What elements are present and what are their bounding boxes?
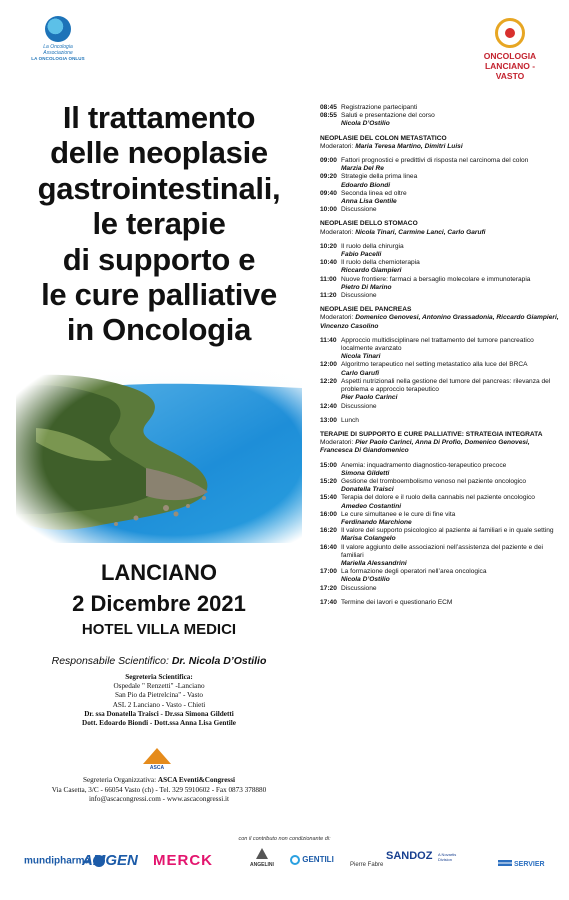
program-item [320,478,560,494]
program-item-text: Approccio multidisciplinare nel trattamento del tumore pancreatico localmente avanzato [341,336,534,353]
segr-line: San Pio da Pietrelcina" - Vasto [114,691,204,700]
association-logo-name: LA ONCOLOGIA ONLUS [31,56,85,61]
program-item-body [341,243,560,259]
program-time: 16:40 [320,543,337,551]
program-item-body [341,104,560,112]
asca-logo-label: ASCA [149,765,165,771]
moderators-names: Pier Paolo Carinci, Anna Di Profio, Domenico Genovesi, Francesca Di Giandomenico [320,439,530,455]
oncology-logo-line1: ONCOLOGIA [483,51,537,61]
title-line: le cure palliative [41,277,277,313]
sponsor-sandoz-sub: A Novartis Division [438,852,457,862]
program-item [320,337,560,362]
coastline-photo [16,368,302,543]
title-line: in Oncologia [66,312,252,348]
sponsor-angelini: ANGELINI [244,848,280,868]
program-section-title: NEOPLASIE DEL COLON METASTATICO [320,134,447,142]
program-speaker: Donatella Traisci [341,486,394,494]
poster-title [0,100,318,348]
program-item-body [341,568,560,584]
program-item-text: Il ruolo della chirurgia [341,242,404,250]
program-item [320,527,560,543]
event-venue: HOTEL VILLA MEDICI [81,621,237,638]
program-item-body [341,585,560,593]
program-item [320,104,560,112]
title-line: le terapie [92,206,226,242]
moderators-label: Moderatori: [320,228,356,236]
program-item [320,511,560,527]
title-line: gastrointestinali, [37,170,281,206]
program-time: 08:45 [320,104,337,111]
program-time: 16:00 [320,510,337,518]
program-item-body [341,337,560,362]
program-item-body [341,494,560,510]
program-item-body [341,527,560,543]
program-item [320,157,560,173]
sponsor-pierre-fabre: Pierre Fabre [350,862,384,868]
program-item [320,190,560,206]
program-time: 11:40 [320,336,337,344]
program-item [320,568,560,584]
segr-heading: Segreteria Scientifica: [125,673,193,681]
program-time: 08:55 [320,112,337,120]
sponsor-sandoz: SANDOZ [386,850,433,862]
program-schedule [320,104,560,607]
resp-label: Responsabile Scientifico: [51,655,172,667]
program-speaker: Marzia Del Re [341,165,384,173]
program-time: 12:20 [320,377,337,385]
program-speaker: Amedeo Costantini [341,502,402,510]
program-item-body [341,511,560,527]
program-moderators [320,229,560,237]
program-item-text: Terapia del dolore e il ruolo della cannabis nel paziente oncologico [341,494,535,502]
asca-logo [138,748,176,771]
program-item-text: Lunch [341,416,359,424]
program-item [320,462,560,478]
program-item [320,417,560,425]
program-item-body [341,378,560,403]
program-item [320,599,560,607]
program-item-text: Anemia: inquadramento diagnostico-terapeutico precoce [341,461,507,469]
organizing-secretariat [0,776,318,805]
oncology-ring-icon [495,18,525,48]
asca-triangle-icon [143,748,171,764]
program-time: 12:00 [320,361,337,369]
program-item-text: Seconda linea ed oltre [341,189,407,197]
program-item [320,378,560,403]
program-time: 12:40 [320,402,337,410]
program-speaker: Carlo Garufi [341,369,380,377]
moderators-names: Maria Teresa Martino, Dimitri Luisi [355,142,463,150]
moderators-names: Domenico Genovesi, Antonino Grassadonia, Riccardo Giampieri, Vincenzo Casolino [320,314,559,330]
association-logo [30,16,86,61]
program-item-text: Fattori prognostici e predittivi di risposta nel carcinoma del colon [341,157,529,165]
program-item [320,403,560,411]
org-contact: info@ascacongressi.com - www.ascacongressi.it [88,795,230,804]
event-date: 2 Dicembre 2021 [72,591,246,616]
program-speaker: Edoardo Biondi [341,181,391,189]
program-item [320,292,560,300]
program-item-body [341,403,560,411]
program-item-body [341,276,560,292]
program-item-text: Discussione [341,292,377,300]
program-item-body [341,544,560,569]
program-speaker: Marisa Colangelo [341,535,396,543]
program-time: 17:00 [320,568,337,576]
association-logo-icon [45,16,71,42]
org-name: ASCA Eventi&Congressi [157,776,236,784]
program-time: 10:20 [320,242,337,250]
sponsor-servier: SERVIER [498,860,545,868]
program-item-text: Strategie della prima linea [341,173,418,181]
moderators-names: Nicola Tinari, Carmine Lanci, Carlo Garufi [355,228,486,236]
program-item-body [341,190,560,206]
association-logo-script: La Oncologia [43,44,73,50]
program-item [320,361,560,377]
scientific-secretariat [0,673,318,728]
program-item [320,243,560,259]
program-item-text: Le cure simultanee e le cure di fine vita [341,510,456,518]
title-line: Il trattamento [62,100,256,135]
program-speaker: Pietro Di Marino [341,283,392,291]
program-item-text: Termine dei lavori e questionario ECM [341,598,453,606]
program-moderators [320,314,560,330]
program-item-body [341,112,560,128]
program-item-text: Il ruolo della chemioterapia [341,259,420,267]
program-speaker: Pier Paolo Carinci [341,394,398,402]
program-item-text: Il valore aggiunto delle associazioni nell’assistenza del paziente e dei familiari [341,543,543,559]
program-item-text: Saluti e presentazione del corso [341,112,435,120]
program-item-text: La formazione degli operatori nell’area oncologica [341,568,487,576]
moderators-label: Moderatori: [320,314,356,322]
sponsor-mundipharma: mundipharma [24,855,105,867]
program-item-text: Discussione [341,402,377,410]
sponsor-caption: con il contributo non condizionante di: [238,836,331,842]
program-speaker: Ferdinando Marchione [341,518,412,526]
program-item-text: Gestione del tromboembolismo venoso nel paziente oncologico [341,477,527,485]
sponsor-merck: MERCK [153,852,213,869]
sponsor-amgen: AMGEN [82,852,138,869]
program-item-body [341,157,560,173]
scientific-responsible [0,655,318,667]
program-item [320,544,560,569]
program-time: 15:20 [320,477,337,485]
program-speaker: Nicola D’Ostilio [341,576,390,584]
program-speaker: Riccardo Giampieri [341,267,402,275]
program-time: 10:00 [320,206,337,214]
program-time: 10:40 [320,259,337,267]
program-speaker: Fabio Pacelli [341,251,382,259]
program-item-body [341,478,560,494]
moderators-label: Moderatori: [320,142,356,150]
program-moderators [320,439,560,455]
moderators-label: Moderatori: [320,439,356,447]
org-label: Segreteria Organizzativa: [82,776,158,784]
program-section-title: NEOPLASIE DEL PANCREAS [320,306,412,314]
program-time: 15:40 [320,494,337,502]
program-item-body [341,206,560,214]
org-address: Via Casetta, 3/C - 66054 Vasto (ch) - Tel. 329 5910602 - Fax 0873 378880 [51,785,267,794]
sponsor-bar [20,848,550,880]
sponsor-gentili: GENTILI [290,855,334,865]
segr-names: Dott. Edoardo Biondi - Dott.ssa Anna Lisa Gentile [82,719,236,728]
program-speaker: Anna Lisa Gentile [341,198,397,206]
oncology-logo-line2: LANCIANO - VASTO [484,61,536,81]
segr-names: Dr. ssa Donatella Traisci - Dr.ssa Simona Gildetti [84,709,234,718]
program-item-body [341,417,560,425]
program-time: 11:20 [320,292,337,300]
program-time: 09:20 [320,173,337,181]
event-city: LANCIANO [100,560,218,585]
program-time: 16:20 [320,527,337,535]
program-item-text: Discussione [341,584,377,592]
program-item-body [341,361,560,377]
program-item [320,206,560,214]
program-section-title: TERAPIE DI SUPPORTO E CURE PALLIATIVE: STRATEGIA INTEGRATA [320,430,543,438]
program-item-body [341,462,560,478]
program-speaker: Simona Gildetti [341,469,390,477]
program-time: 09:00 [320,157,337,165]
program-item-text: Il valore del supporto psicologico al paziente ai familiari e in quale setting [341,527,554,535]
program-item-text: Algoritmo terapeutico nel setting metastatico alla luce del BRCA [341,361,528,369]
title-line: di supporto e [62,241,256,277]
program-item-body [341,173,560,189]
program-item-body [341,599,560,607]
program-speaker: Nicola D’Ostilio [341,120,390,128]
program-item [320,494,560,510]
program-item-body [341,292,560,300]
program-item [320,276,560,292]
program-speaker: Mariella Alessandrini [341,559,407,567]
program-item-text: Discussione [341,206,377,214]
program-time: 11:00 [320,275,337,283]
angelini-triangle-icon [256,848,268,859]
resp-name: Dr. Nicola D’Ostilio [171,655,267,667]
program-time: 17:20 [320,584,337,592]
program-time: 15:00 [320,461,337,469]
program-time: 13:00 [320,416,337,424]
program-item-text: Aspetti nutrizionali nella gestione del tumore del pancreas: rilevanza del problema e approccio terapeutico [341,377,551,394]
program-item [320,173,560,189]
program-item [320,259,560,275]
association-logo-sub: Associazione [43,50,73,56]
program-moderators [320,143,560,151]
program-item [320,585,560,593]
program-speaker: Nicola Tinari [341,353,381,361]
program-item [320,112,560,128]
segr-line: Ospedale " Renzetti" -Lanciano [113,682,205,691]
segr-line: ASL 2 Lanciano - Vasto - Chieti [112,700,206,709]
title-line: delle neoplasie [50,135,268,171]
program-item-text: Nuove frontiere: farmaci a bersaglio molecolare e immunoterapia [341,275,531,283]
program-item-text: Registrazione partecipanti [341,104,418,111]
program-time: 09:40 [320,189,337,197]
program-time: 17:40 [320,598,337,606]
oncology-logo [470,18,550,81]
program-section-title: NEOPLASIE DELLO STOMACO [320,220,418,228]
program-item-body [341,259,560,275]
